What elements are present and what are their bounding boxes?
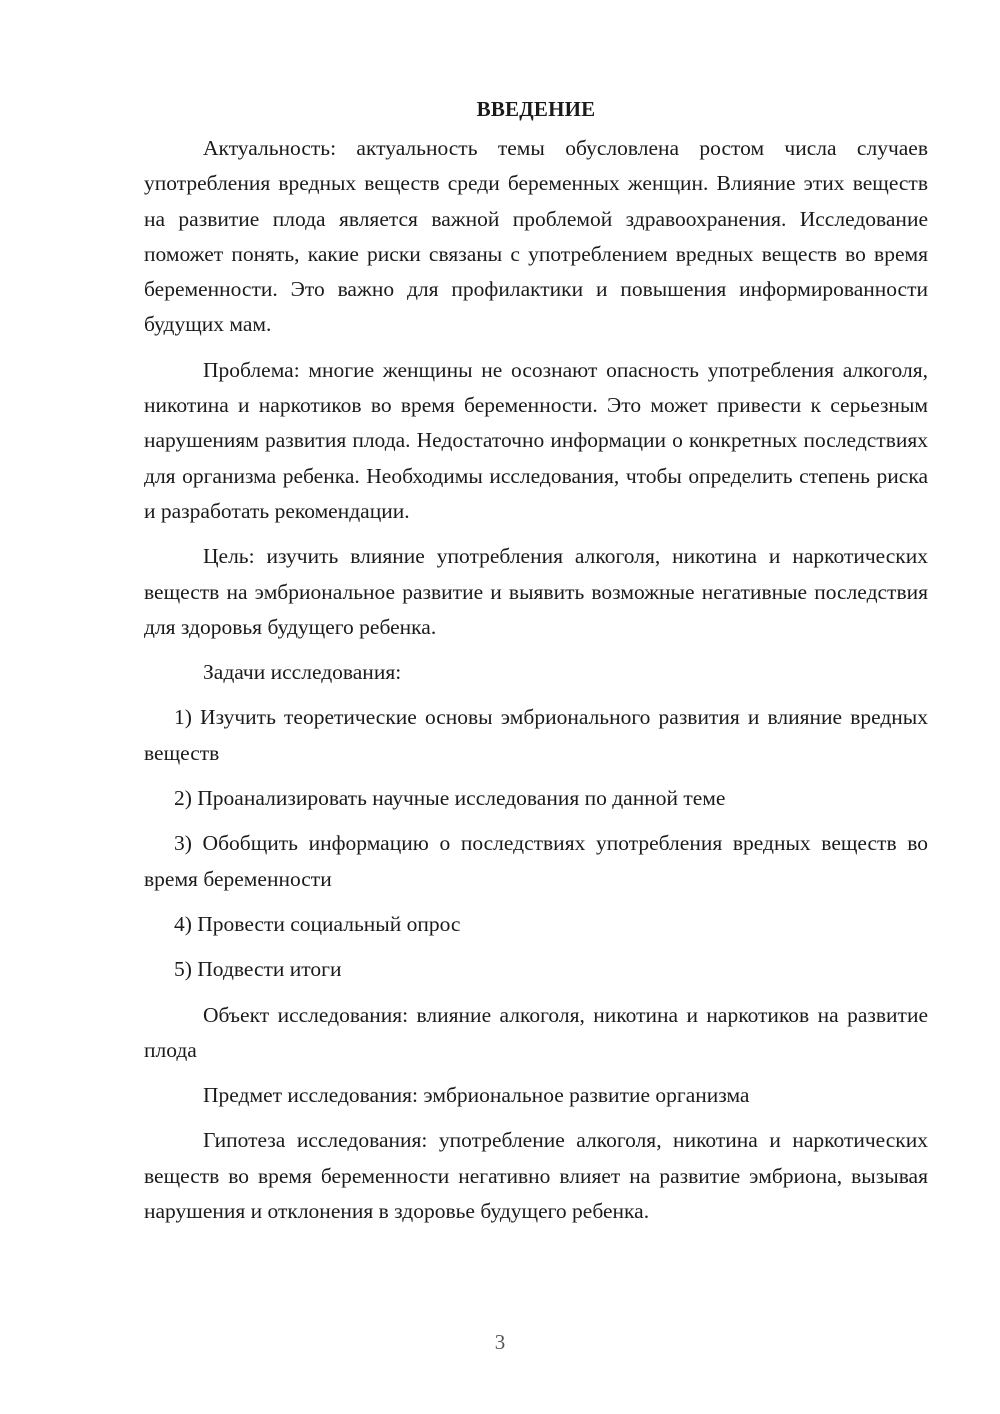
research-subject-paragraph: Предмет исследования: эмбриональное развитие организма bbox=[203, 1083, 750, 1108]
hypothesis-paragraph: Гипотеза исследования: употребление алкоголя, никотина и наркотических веществ во время беременности негативно влияет на развитие эмбриона, вызывая нарушения и отклонения в здоровье будущего ребенка. bbox=[144, 1128, 928, 1224]
task-item-3: 3) Обобщить информацию о последствиях употребления вредных веществ во время беременности bbox=[144, 831, 928, 891]
task-item-5: 5) Подвести итоги bbox=[174, 957, 342, 982]
task-item-1: 1) Изучить теоретические основы эмбрионального развития и влияние вредных веществ bbox=[144, 705, 928, 765]
research-object-paragraph: Объект исследования: влияние алкоголя, никотина и наркотиков на развитие плода bbox=[144, 1002, 928, 1062]
document-page bbox=[144, 92, 928, 1239]
section-title: ВВЕДЕНИЕ bbox=[476, 97, 596, 121]
task-item-2: 2) Проанализировать научные исследования по данной теме bbox=[174, 786, 726, 811]
tasks-heading: Задачи исследования: bbox=[203, 660, 402, 685]
page-number: 3 bbox=[494, 1330, 506, 1354]
relevance-paragraph: Актуальность: актуальность темы обусловлена ростом числа случаев употребления вредных веществ среди беременных женщин. Влияние этих веществ на развитие плода является важной проблемой здравоохранения. Исследование поможет понять, какие риски связаны с употреблением вредных веществ во время беременности. Это важно для профилактики и повышения информированности будущих мам. bbox=[144, 136, 928, 337]
problem-paragraph: Проблема: многие женщины не осознают опасность употребления алкоголя, никотина и наркотиков во время беременности. Это может привести к серьезным нарушениям развития плода. Недостаточно информации о конкретных последствиях для организма ребенка. Необходимы исследования, чтобы определить степень риска и разработать рекомендации. bbox=[144, 357, 928, 523]
task-item-4: 4) Провести социальный опрос bbox=[174, 911, 461, 936]
goal-paragraph: Цель: изучить влияние употребления алкоголя, никотина и наркотических веществ на эмбриональное развитие и выявить возможные негативные последствия для здоровья будущего ребенка. bbox=[144, 544, 928, 639]
